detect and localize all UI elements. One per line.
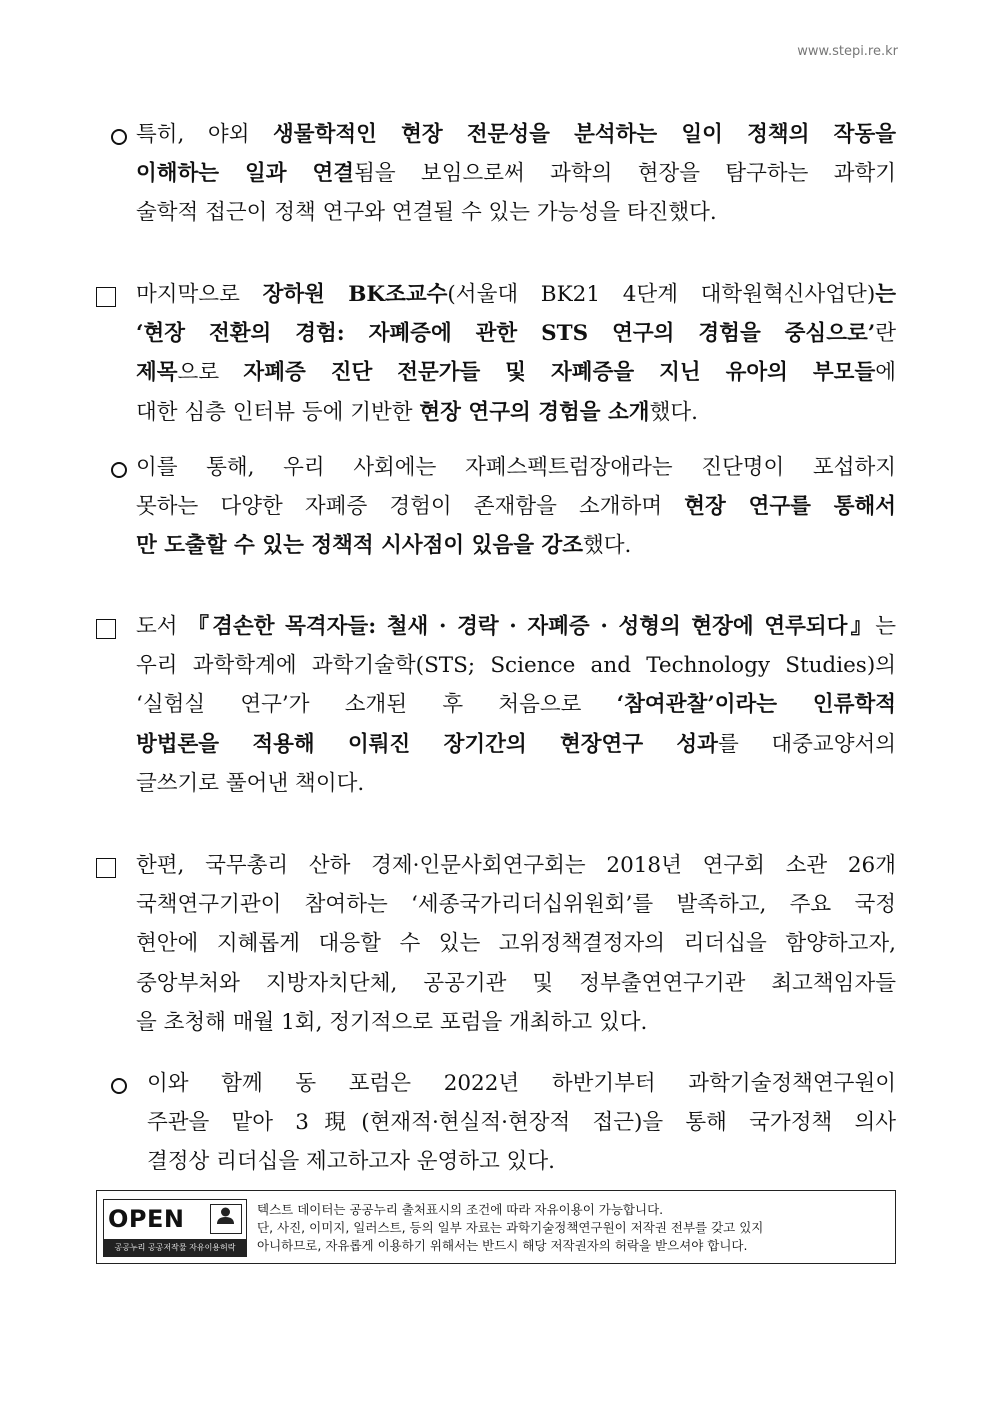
bold-text: 현장 연구를 통해서 bbox=[684, 494, 897, 520]
square-bullet-icon bbox=[96, 858, 116, 878]
text-line bbox=[136, 1008, 647, 1038]
bold-text: 생물학적인 현장 전문성을 분석하는 일이 정책의 작동을 bbox=[273, 122, 896, 147]
text: 를 대중교양서의 bbox=[717, 731, 896, 757]
text: 을 초청해 매월 1회, 정기적으로 포럼을 개최하고 있다. bbox=[136, 1009, 648, 1035]
text: 우리 과학학계에 과학기술학(STS; Science and Technology Studies)의 bbox=[136, 653, 896, 679]
text: 한편, 국무총리 산하 경제·인문사회연구회는 2018년 연구회 소관 26개 bbox=[136, 853, 896, 878]
text: 이와 함께 동 포럼은 2022년 하반기부터 과학기술정책연구원이 bbox=[147, 1071, 896, 1096]
text: 했다. bbox=[649, 399, 698, 425]
text: ‘실험실 연구’가 소개된 후 처음으로 bbox=[136, 692, 617, 718]
square-bullet-icon bbox=[96, 619, 116, 639]
kogl-open-badge bbox=[103, 1199, 247, 1257]
text: 도서 bbox=[136, 614, 188, 639]
text: 현안에 지혜롭게 대응할 수 있는 고위정책결정자의 리더십을 함양하고자, bbox=[136, 931, 896, 957]
notice-text bbox=[257, 1201, 887, 1255]
bold-text: 『겸손한 목격자들: 철새 · 경락 · 자폐증 · 성형의 현장에 연루되다』 bbox=[187, 614, 876, 639]
bold-text: 제목 bbox=[136, 360, 178, 386]
text: 중앙부처와 지방자치단체, 공공기관 및 정부출연연구기관 최고책임자들 bbox=[136, 970, 896, 996]
text: 마지막으로 bbox=[136, 282, 263, 307]
site-url: www.stepi.re.kr bbox=[797, 44, 898, 59]
text: 으로 bbox=[177, 360, 244, 386]
notice-line: 텍스트 데이터는 공공누리 출처표시의 조건에 따라 자유이용이 가능합니다. bbox=[257, 1202, 664, 1217]
text-line bbox=[136, 612, 896, 642]
text-line bbox=[147, 1147, 555, 1177]
text-line bbox=[136, 730, 896, 760]
bold-text: 는 bbox=[875, 282, 896, 307]
bold-text: 현장 연구의 경험을 소개 bbox=[419, 399, 650, 425]
text-line bbox=[136, 280, 896, 310]
text-line bbox=[136, 492, 896, 522]
open-logo-text: OPEN bbox=[108, 1205, 185, 1233]
text: 주관을 맡아 3現(현재적·현실적·현장적 접근)을 통해 국가정책 의사 bbox=[147, 1110, 896, 1136]
text: 대한 심층 인터뷰 등에 기반한 bbox=[136, 399, 420, 425]
text-line bbox=[136, 398, 698, 428]
text-line bbox=[136, 120, 896, 150]
bold-text: 자폐증 진단 전문가들 및 자폐증을 지닌 유아의 부모들 bbox=[243, 360, 876, 386]
text-line bbox=[136, 159, 896, 189]
text: 글쓰기로 풀어낸 책이다. bbox=[136, 770, 365, 796]
text-line bbox=[136, 531, 631, 561]
text-line bbox=[136, 890, 896, 920]
notice-line: 단, 사진, 이미지, 일러스트, 등의 일부 자료는 과학기술정책연구원이 저작권 전부를 갖고 있지 bbox=[257, 1220, 764, 1235]
text: 는 bbox=[875, 614, 897, 639]
text: 못하는 다양한 자폐증 경험이 존재함을 소개하며 bbox=[136, 494, 685, 520]
text-line bbox=[136, 769, 364, 799]
text-line bbox=[136, 651, 896, 681]
bold-text: 만 도출할 수 있는 정책적 시사점이 있음을 강조 bbox=[136, 533, 584, 559]
text-line bbox=[136, 690, 896, 720]
badge-caption: 공공누리 공공저작물 자유이용허락 bbox=[104, 1239, 246, 1256]
open-license-notice bbox=[96, 1190, 896, 1264]
text: 술학적 접근이 정책 연구와 연결될 수 있는 가능성을 타진했다. bbox=[136, 200, 717, 226]
text: 특히, 야외 bbox=[136, 122, 274, 147]
text: 국책연구기관이 참여하는 ‘세종국가리더십위원회’를 발족하고, 주요 국정 bbox=[136, 892, 896, 918]
text: 했다. bbox=[583, 533, 632, 559]
text-line bbox=[136, 319, 896, 349]
bold-text: 방법론을 적용해 이뤄진 장기간의 현장연구 성과 bbox=[136, 731, 718, 757]
text: (서울대 BK21 4단계 대학원혁신사업단) bbox=[447, 282, 876, 307]
text: 란 bbox=[875, 321, 896, 347]
text-line bbox=[136, 198, 717, 228]
notice-line: 아니하므로, 자유롭게 이용하기 위해서는 반드시 해당 저작권자의 허락을 받으셔야 합니다. bbox=[257, 1238, 748, 1253]
text-line bbox=[136, 453, 896, 483]
text-line bbox=[147, 1069, 896, 1099]
circle-bullet-icon bbox=[111, 129, 127, 145]
text: 이를 통해, 우리 사회에는 자폐스펙트럼장애라는 진단명이 포섭하지 bbox=[136, 455, 896, 480]
circle-bullet-icon bbox=[111, 462, 127, 478]
bold-text: ‘현장 전환의 경험: 자폐증에 관한 STS 연구의 경험을 중심으로’ bbox=[136, 321, 876, 347]
attribution-person-icon bbox=[210, 1204, 242, 1234]
text-line bbox=[147, 1108, 896, 1138]
text-line bbox=[136, 969, 896, 999]
bold-text: ‘참여관찰’이라는 인류학적 bbox=[616, 692, 896, 718]
circle-bullet-icon bbox=[111, 1078, 127, 1094]
square-bullet-icon bbox=[96, 287, 116, 307]
text: 결정상 리더십을 제고하고자 운영하고 있다. bbox=[147, 1149, 556, 1175]
text-line bbox=[136, 358, 896, 388]
bold-text: 이해하는 일과 연결 bbox=[136, 161, 355, 187]
text: 됨을 보임으로써 과학의 현장을 탐구하는 과학기 bbox=[354, 161, 896, 187]
text-line bbox=[136, 851, 896, 881]
bold-text: 장하원 BK조교수 bbox=[262, 282, 448, 307]
text: 에 bbox=[875, 360, 896, 386]
text-line bbox=[136, 929, 896, 959]
